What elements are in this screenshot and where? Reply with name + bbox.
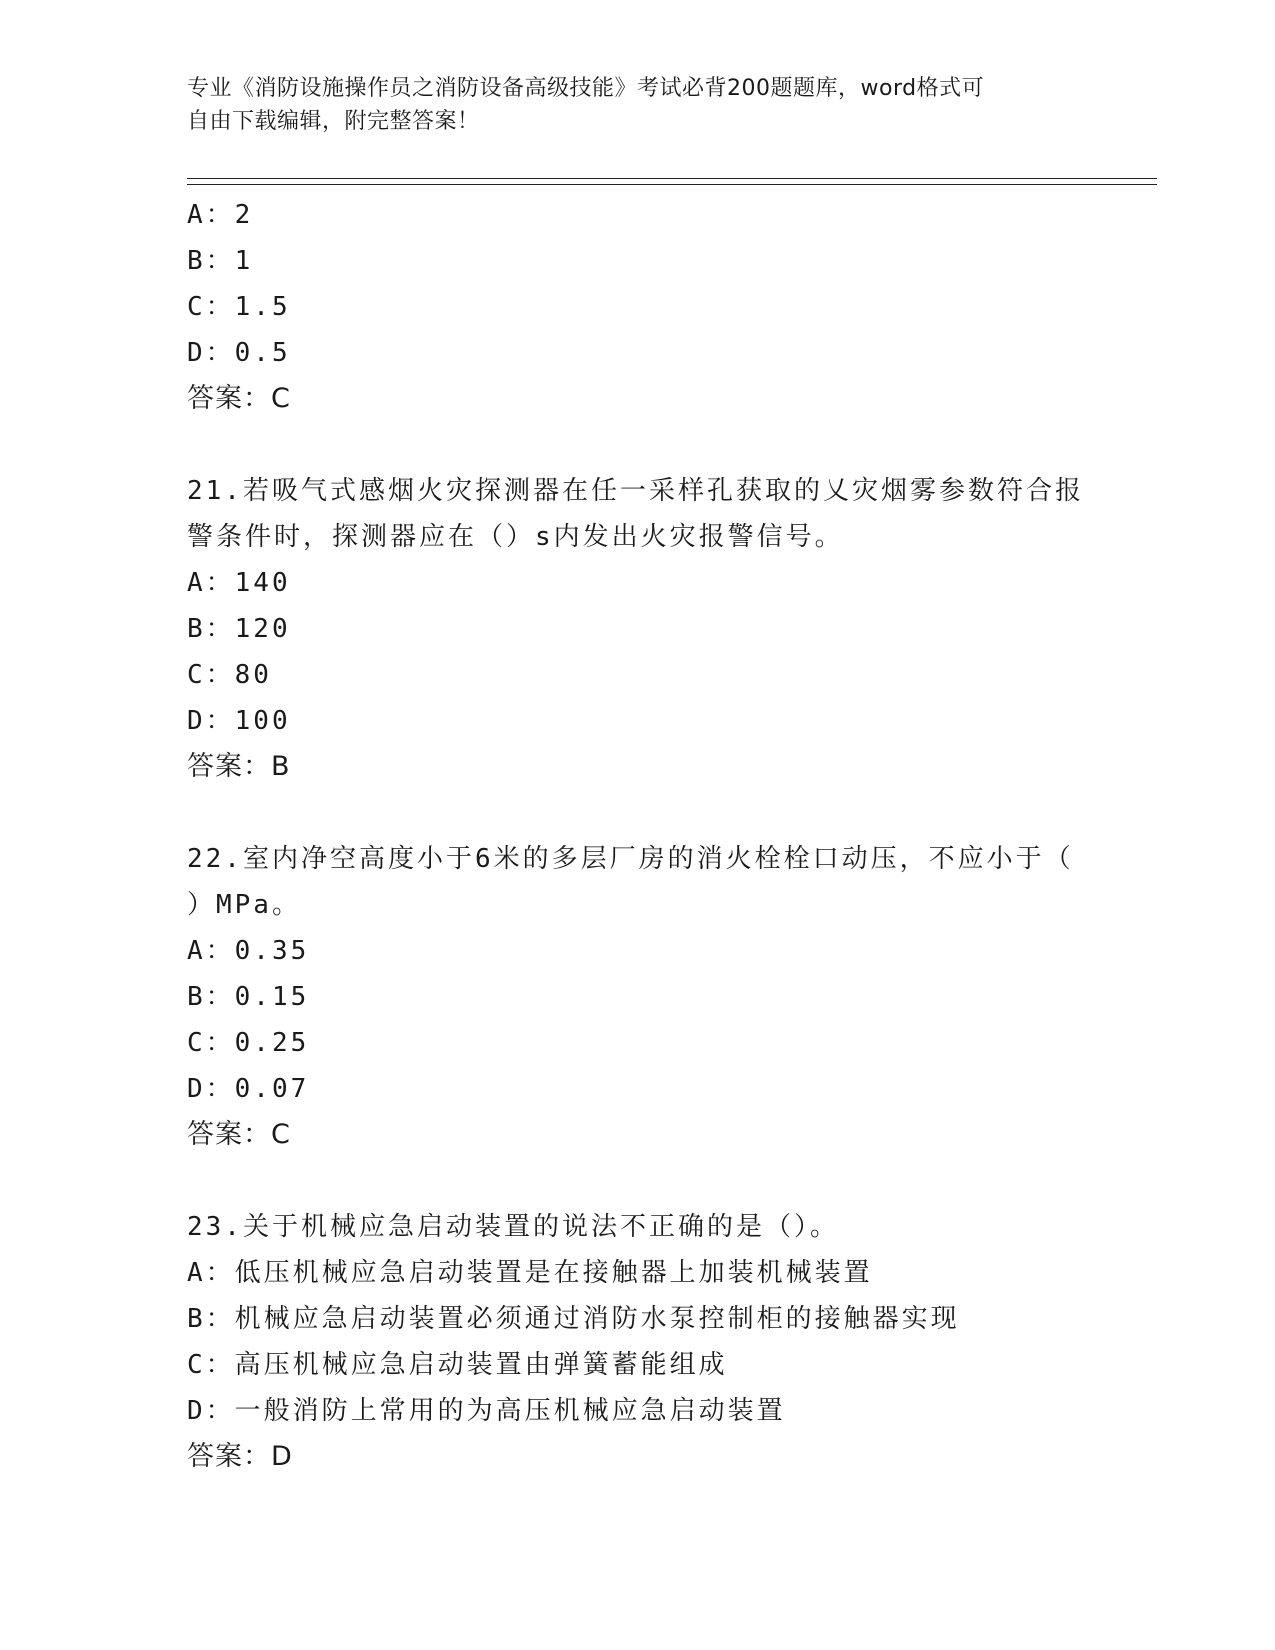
option-d: D：0.5 xyxy=(187,338,291,368)
option-a: A：0.35 xyxy=(187,936,310,966)
header-line-2: 自由下载编辑，附完整答案！ xyxy=(187,109,480,134)
header-line-1: 专业《消防设施操作员之消防设备高级技能》考试必背200题题库，word格式可 xyxy=(187,76,985,101)
option-b: B：0.15 xyxy=(187,982,310,1012)
question-block-20 xyxy=(187,192,1157,422)
question-stem-line: 23.关于机械应急启动装置的说法不正确的是（）。 xyxy=(187,1212,839,1242)
option-a: A：低压机械应急启动装置是在接触器上加装机械装置 xyxy=(187,1258,873,1288)
answer-line: 答案：C xyxy=(187,1119,291,1150)
option-c: C：0.25 xyxy=(187,1028,310,1058)
option-d: D：一般消防上常用的为高压机械应急启动装置 xyxy=(187,1396,786,1426)
option-b: B：机械应急启动装置必须通过消防水泵控制柜的接触器实现 xyxy=(187,1304,960,1334)
option-c: C：80 xyxy=(187,660,272,690)
question-block-22 xyxy=(187,836,1157,1158)
answer-line: 答案：B xyxy=(187,751,291,782)
header-divider-top xyxy=(187,178,1157,179)
answer-line: 答案：D xyxy=(187,1441,293,1472)
question-block-23 xyxy=(187,1204,1157,1480)
option-b: B：1 xyxy=(187,246,254,276)
option-c: C：高压机械应急启动装置由弹簧蓄能组成 xyxy=(187,1350,728,1380)
question-stem-line: 警条件时，探测器应在（）s内发出火灾报警信号。 xyxy=(187,522,844,552)
answer-line: 答案：C xyxy=(187,383,291,414)
option-d: D：0.07 xyxy=(187,1074,310,1104)
option-d: D：100 xyxy=(187,706,291,736)
option-c: C：1.5 xyxy=(187,292,291,322)
header-divider-bottom xyxy=(187,184,1157,185)
option-a: A：140 xyxy=(187,568,291,598)
question-stem-line: 22.室内净空高度小于6米的多层厂房的消火栓栓口动压，不应小于（ xyxy=(187,844,1074,874)
option-a: A：2 xyxy=(187,200,254,230)
question-block-21 xyxy=(187,468,1157,790)
question-stem-line: ）MPa。 xyxy=(187,890,301,920)
question-stem-line: 21.若吸气式感烟火灾探测器在任一采样孔获取的乂灾烟雾参数符合报 xyxy=(187,476,1084,506)
question-list xyxy=(187,192,1157,1480)
document-header xyxy=(187,72,1087,138)
option-b: B：120 xyxy=(187,614,291,644)
